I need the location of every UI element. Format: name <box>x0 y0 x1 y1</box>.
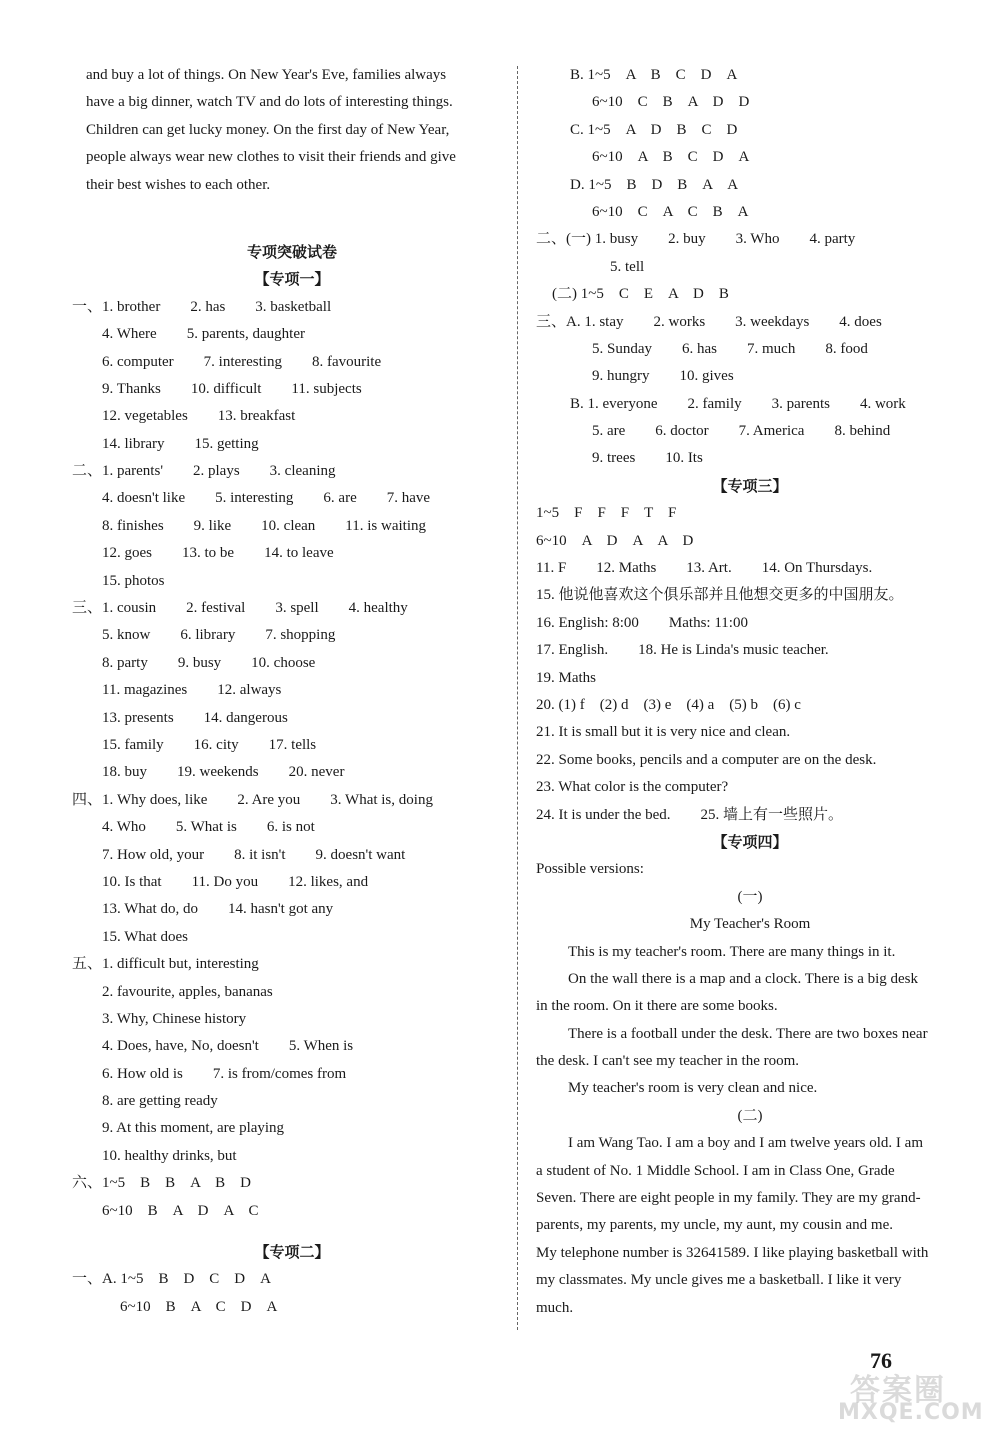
answer-line: 6. How old is 7. is from/comes from <box>102 1065 347 1082</box>
answer-line: 13. presents 14. dangerous <box>102 709 288 726</box>
answer-line: (二) 1~5 C E A D B <box>552 286 729 303</box>
essay-line: My telephone number is 32641589. I like playing basketball with <box>536 1244 929 1261</box>
answer-line: 17. English. 18. He is Linda's music teacher. <box>536 642 829 659</box>
text-line: and buy a lot of things. On New Year's Eve, families always <box>86 67 447 83</box>
answer-line: 三、A. 1. stay 2. works 3. weekdays 4. does <box>536 313 882 330</box>
answer-line: 一、A. 1~5 B D C D A <box>72 1271 271 1288</box>
version-2-label: (二) <box>737 1107 763 1124</box>
answer-line: 6~10 C B A D D <box>592 94 750 111</box>
right-column <box>536 62 964 1322</box>
essay-line: This is my teacher's room. There are many things in it. <box>568 943 896 960</box>
answer-line: 13. What do, do 14. hasn't got any <box>102 901 334 918</box>
text-line: have a big dinner, watch TV and do lots of interesting things. <box>86 94 453 111</box>
version-2-essay <box>536 1130 964 1322</box>
answer-line: 5. Sunday 6. has 7. much 8. food <box>592 340 868 357</box>
answer-line: 三、1. cousin 2. festival 3. spell 4. healthy <box>72 600 408 617</box>
essay-line: my classmates. My uncle gives me a basketball. I like it very <box>536 1272 902 1289</box>
answer-line: 10. healthy drinks, but <box>102 1147 237 1164</box>
essay-line: the desk. I can't see my teacher in the room. <box>536 1053 800 1070</box>
section-1-answers <box>72 294 498 1225</box>
essay-line: in the room. On it there are some books. <box>536 998 778 1015</box>
answer-line: 4. Does, have, No, doesn't 5. When is <box>102 1038 354 1055</box>
answer-line: 9. trees 10. Its <box>592 450 703 467</box>
version-1-title: My Teacher's Room <box>689 916 811 933</box>
answer-line: 15. 他说他喜欢这个俱乐部并且他想交更多的中国朋友。 <box>536 587 904 604</box>
section-2-continued <box>536 62 964 473</box>
answer-line: 19. Maths <box>536 669 596 686</box>
answer-line: 6~10 B A C D A <box>120 1298 278 1315</box>
text-line: Children can get lucky money. On the first day of New Year, <box>86 121 450 138</box>
essay-line: My teacher's room is very clean and nice. <box>568 1080 818 1097</box>
section-3-answers <box>536 500 964 829</box>
section-heading-2: 【专项二】 <box>254 1243 330 1262</box>
answer-line: 22. Some books, pencils and a computer are on the desk. <box>536 751 877 768</box>
answer-line: 8. are getting ready <box>102 1093 218 1110</box>
answer-line: D. 1~5 B D B A A <box>570 176 739 193</box>
answer-line: 一、1. brother 2. has 3. basketball <box>72 298 332 315</box>
page-number: 76 <box>870 1348 892 1373</box>
section-heading-3: 【专项三】 <box>712 476 788 495</box>
answer-line: C. 1~5 A D B C D <box>570 121 738 138</box>
answer-line: 15. family 16. city 17. tells <box>102 736 317 753</box>
answer-line: 9. Thanks 10. difficult 11. subjects <box>102 380 362 397</box>
watermark-logo: 答案圈 <box>850 1373 946 1408</box>
section-2-answers <box>72 1266 498 1321</box>
section-heading-4: 【专项四】 <box>712 832 788 851</box>
answer-line: 16. English: 8:00 Maths: 11:00 <box>536 614 748 631</box>
text-line: their best wishes to each other. <box>86 176 271 193</box>
answer-line: 6~10 B A D A C <box>102 1202 259 1219</box>
version-1-label: (一) <box>737 888 763 905</box>
section-heading-1: 【专项一】 <box>254 270 330 289</box>
answer-line: 9. hungry 10. gives <box>592 368 734 385</box>
answer-line: 7. How old, your 8. it isn't 9. doesn't want <box>102 846 406 863</box>
answer-line: 4. doesn't like 5. interesting 6. are 7. have <box>102 490 431 507</box>
answer-line: 5. know 6. library 7. shopping <box>102 627 336 644</box>
text-line: people always wear new clothes to visit their friends and give <box>86 149 456 166</box>
answer-line: 21. It is small but it is very nice and clean. <box>536 724 791 741</box>
answer-line: 4. Who 5. What is 6. is not <box>102 819 315 836</box>
essay-line: a student of No. 1 Middle School. I am in Class One, Grade <box>536 1162 895 1179</box>
answer-line: 5. are 6. doctor 7. America 8. behind <box>592 423 891 440</box>
page-title: 专项突破试卷 <box>246 242 337 261</box>
answer-line: 23. What color is the computer? <box>536 779 729 796</box>
answer-line: 8. finishes 9. like 10. clean 11. is waiting <box>102 517 426 534</box>
answer-line: 6~10 A B C D A <box>592 149 750 166</box>
answer-line: 12. vegetables 13. breakfast <box>102 408 296 425</box>
answer-line: 11. F 12. Maths 13. Art. 14. On Thursdays. <box>536 560 873 577</box>
answer-line: 15. photos <box>102 572 165 589</box>
answer-line: 6. computer 7. interesting 8. favourite <box>102 353 382 370</box>
answer-line: 1~5 F F F T F <box>536 505 677 522</box>
answer-line: 5. tell <box>610 258 645 275</box>
answer-line: 20. (1) f (2) d (3) e (4) a (5) b (6) c <box>536 696 801 713</box>
intro-paragraph <box>86 62 498 199</box>
answer-line: 9. At this moment, are playing <box>102 1120 285 1137</box>
answer-line: 四、1. Why does, like 2. Are you 3. What is, doing <box>72 791 433 808</box>
answer-line: 11. magazines 12. always <box>102 682 282 699</box>
answer-line: 4. Where 5. parents, daughter <box>102 326 305 343</box>
answer-line: 6~10 C A C B A <box>592 203 749 220</box>
answer-line: 3. Why, Chinese history <box>102 1010 247 1027</box>
column-divider <box>517 66 518 1330</box>
answer-line: 18. buy 19. weekends 20. never <box>102 764 345 781</box>
essay-line: On the wall there is a map and a clock. There is a big desk <box>568 970 919 987</box>
left-column <box>72 62 498 1321</box>
answer-line: B. 1. everyone 2. family 3. parents 4. work <box>570 395 906 412</box>
answer-line: 14. library 15. getting <box>102 435 259 452</box>
answer-line: 12. goes 13. to be 14. to leave <box>102 545 334 562</box>
answer-line: 8. party 9. busy 10. choose <box>102 654 316 671</box>
answer-line: 二、(一) 1. busy 2. buy 3. Who 4. party <box>536 231 856 248</box>
essay-line: Seven. There are eight people in my family. They are my grand- <box>536 1190 921 1207</box>
answer-line: 15. What does <box>102 928 188 945</box>
watermark-url: MXQE.COM <box>838 1400 984 1425</box>
answer-line: B. 1~5 A B C D A <box>570 67 738 83</box>
answer-line: 五、1. difficult but, interesting <box>72 956 259 973</box>
answer-line: 2. favourite, apples, bananas <box>102 983 273 1000</box>
answer-line: 6~10 A D A A D <box>536 532 694 549</box>
essay-line: There is a football under the desk. There are two boxes near <box>568 1025 928 1042</box>
answer-line: 二、1. parents' 2. plays 3. cleaning <box>72 463 336 480</box>
essay-line: much. <box>536 1299 574 1316</box>
answer-line: 10. Is that 11. Do you 12. likes, and <box>102 873 369 890</box>
version-1-essay <box>536 939 964 1103</box>
answer-line: 六、1~5 B B A B D <box>72 1175 251 1192</box>
possible-versions-label: Possible versions: <box>536 861 644 878</box>
essay-line: parents, my parents, my uncle, my aunt, my cousin and me. <box>536 1217 894 1234</box>
essay-line: I am Wang Tao. I am a boy and I am twelve years old. I am <box>568 1135 923 1152</box>
answer-line: 24. It is under the bed. 25. 墙上有一些照片。 <box>536 806 844 823</box>
